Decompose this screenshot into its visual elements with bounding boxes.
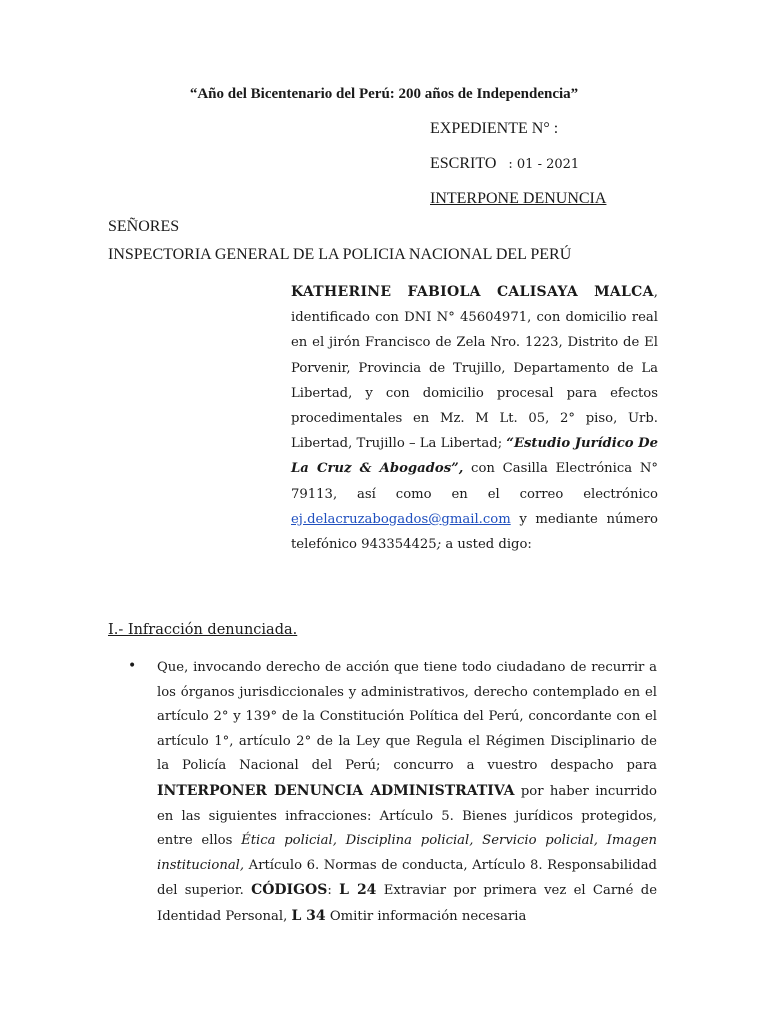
addressee-line-2: INSPECTORIA GENERAL DE LA POLICIA NACIONAL DEL PERÚ bbox=[108, 246, 572, 263]
section-heading: I.- Infracción denunciada. bbox=[108, 622, 298, 638]
body-bold-2: CÓDIGOS bbox=[251, 882, 328, 899]
expediente-label: EXPEDIENTE N° : bbox=[430, 120, 559, 137]
body-bold-4: L 34 bbox=[291, 907, 326, 924]
complainant-name: KATHERINE FABIOLA CALISAYA MALCA bbox=[291, 284, 654, 300]
intro-text-3: y mediante número telefónico 943354425 bbox=[291, 511, 658, 553]
body-text-5: Omitir información necesaria bbox=[325, 908, 527, 924]
section-body-paragraph bbox=[157, 656, 657, 930]
body-colon: : bbox=[327, 883, 332, 899]
body-text-3: Artículo 6. Normas de conducta, Artículo 8. Responsabilidad del superior. bbox=[157, 857, 657, 899]
addressee-line-1: SEÑORES bbox=[108, 218, 180, 235]
escrito-label: ESCRITO bbox=[430, 155, 497, 172]
body-italic-1: Ética policial, Disciplina policial, Servicio policial, Imagen institucional, bbox=[157, 833, 657, 873]
escrito-value: : 01 - 2021 bbox=[508, 157, 580, 172]
intro-text-1: , identificado con DNI N° 45604971, con domicilio real en el jirón Francisco de Zela Nro. 1223, Distrito de El Porvenir, Provincia de Trujillo, Departamento de La Libertad, y con domicilio procesal para efectos procedimentales en Mz. M Lt. 05, 2° piso, Urb. Libertad, Trujillo – La Libertad; bbox=[291, 285, 658, 452]
body-text-1: Que, invocando derecho de acción que tiene todo ciudadano de recurrir a los órganos jurisdiccionales y administrativos, derecho contemplado en el artículo 2° y 139° de la Constitución Política del Perú, concordante con el artículo 1°, artículo 2° de la Ley que Regula el Régimen Disciplinario de la Policía Nacional del Perú; concurro a vuestro despacho para bbox=[157, 660, 657, 774]
body-bold-1: INTERPONER DENUNCIA ADMINISTRATIVA bbox=[157, 782, 515, 799]
intro-semicolon: ; bbox=[436, 537, 442, 553]
body-text-2: por haber incurrido en las siguientes infracciones: Artículo 5. Bienes jurídicos protegidos, entre ellos bbox=[157, 783, 657, 849]
body-bold-3: L 24 bbox=[339, 882, 377, 899]
law-firm-name: “Estudio Jurídico De La Cruz & Abogados”, bbox=[291, 436, 659, 477]
intro-text-4: a usted digo: bbox=[441, 537, 532, 553]
email-link[interactable]: ej.delacruzabogados@gmail.com bbox=[291, 511, 511, 527]
document-motto: “Año del Bicentenario del Perú: 200 años de Independencia” bbox=[189, 86, 579, 102]
intro-paragraph bbox=[291, 280, 658, 557]
body-text-4: Extraviar por primera vez el Carné de Identidad Personal, bbox=[157, 883, 657, 924]
escrito-line bbox=[430, 155, 579, 173]
expediente-line bbox=[430, 120, 558, 138]
document-subject: INTERPONE DENUNCIA bbox=[430, 190, 607, 207]
intro-text-2: con Casilla Electrónica N° 79113, así como en el correo electrónico bbox=[291, 461, 658, 502]
bullet-icon: • bbox=[128, 658, 137, 674]
